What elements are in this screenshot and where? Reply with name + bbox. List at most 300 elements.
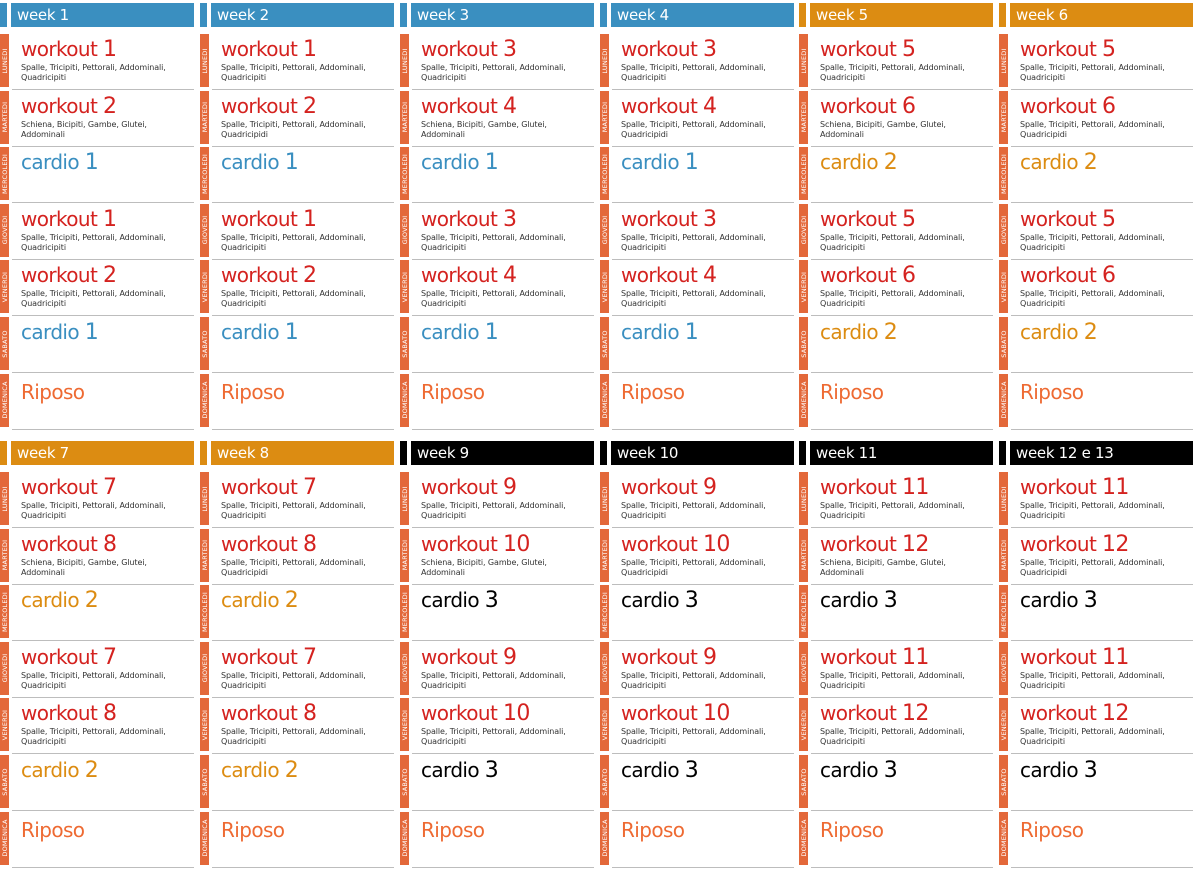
muscle-groups: Spalle, Tricipiti, Pettorali, Addominali, Quadricipiti [621,63,766,82]
muscle-groups: Spalle, Tricipiti, Pettorali, Addominali, Quadricipiti [621,670,766,690]
workout-title [820,207,915,232]
day-divider [12,429,194,430]
muscle-groups: Spalle, Tricipiti, Pettorali, Addominali, Quadricipiti [221,501,366,520]
workout-number: 3 [503,206,517,232]
day-name: DOMENICA [999,819,1008,857]
muscle-groups: Spalle, Tricipiti, Pettorali, Addominali, Quadricipiti [221,727,366,747]
workout-number: 9 [503,644,517,670]
cardio-label: cardio [421,320,480,344]
day-tab [200,374,209,427]
week-title: week 8 [211,441,394,465]
cardio-label: cardio [221,320,280,344]
workout-number: 3 [703,206,717,232]
workout-label: workout [621,263,698,288]
day-row [0,584,194,641]
workout-title [1020,701,1129,726]
workout-title [621,263,716,288]
day-tab [400,755,409,808]
cardio-label: cardio [820,150,879,175]
day-row [0,146,194,203]
cardio-label: cardio [820,588,879,613]
workout-title [621,701,730,726]
week-card [0,441,194,871]
day-row [999,146,1193,203]
week-title: week 2 [211,3,394,27]
cardio-title [820,758,897,783]
workout-label: workout [621,531,698,556]
muscle-groups: Spalle, Tricipiti, Pettorali, Addominali, Quadricipiti [820,501,965,520]
cardio-label: cardio [1020,758,1079,782]
muscle-groups: Spalle, Tricipiti, Pettorali, Addominali, Quadricipiti [21,289,166,309]
muscle-groups: Spalle, Tricipiti, Pettorali, Addominali, Quadricipidi [1020,119,1165,139]
day-tab [799,317,808,370]
day-name: MARTEDI [600,539,609,571]
workout-label: workout [621,206,698,231]
week-header [999,3,1193,27]
cardio-number: 1 [84,150,99,176]
rest-title [421,818,484,842]
day-row [999,259,1193,316]
cardio-label: cardio [1020,588,1079,613]
day-row [0,316,194,373]
day-tab [799,529,808,582]
day-name: LUNEDI [200,485,209,512]
day-name: LUNEDI [600,47,609,74]
cardio-number: 1 [84,320,99,345]
rest-label: Riposo [421,379,485,404]
workout-number: 4 [503,93,517,119]
week-card [999,441,1193,871]
muscle-groups: Spalle, Tricipiti, Pettorali, Addominali, Quadricipiti [820,63,965,82]
cardio-number: 3 [883,758,898,783]
workout-title [21,701,116,726]
day-name: GIOVEDI [0,653,9,683]
day-name: MARTEDI [799,101,808,133]
day-tab [0,34,9,87]
rest-label: Riposo [21,379,85,404]
day-row [400,90,594,147]
day-tab [400,529,409,582]
day-tab [999,529,1008,582]
rest-title [21,818,84,842]
workout-number: 1 [303,37,317,62]
muscle-groups: Spalle, Tricipiti, Pettorali, Addominali, Quadricipiti [820,289,965,309]
day-name: MARTEDI [200,101,209,133]
workout-number: 7 [103,475,117,500]
day-name: GIOVEDI [999,215,1008,245]
day-divider [1011,867,1193,868]
workout-title [1020,94,1115,119]
day-name: SABATO [0,329,9,358]
week-title: week 4 [611,3,794,27]
rest-label: Riposo [820,379,884,404]
day-tab [400,147,409,200]
day-name: LUNEDI [400,485,409,512]
day-row [0,259,194,316]
cardio-label: cardio [621,588,680,613]
day-row [200,373,394,430]
week-title: week 3 [411,3,594,27]
day-name: SABATO [799,767,808,796]
cardio-number: 2 [284,588,299,614]
workout-label: workout [820,206,897,231]
day-name: SABATO [400,767,409,796]
day-divider [811,867,993,868]
day-tab [600,529,609,582]
workout-title [820,263,915,288]
workout-label: workout [221,263,298,288]
rest-title [1020,380,1083,404]
cardio-number: 2 [284,758,299,783]
week-header [400,441,594,465]
workout-label: workout [421,263,498,288]
cardio-title [621,588,698,613]
day-name: LUNEDI [600,485,609,512]
day-tab [200,472,209,525]
muscle-groups: Spalle, Tricipiti, Pettorali, Addominali, Quadricipiti [21,232,166,252]
rest-title [221,380,284,404]
workout-title [221,263,316,288]
cardio-title [21,588,98,613]
day-tab [799,585,808,638]
cardio-title [1020,150,1097,175]
workout-title [21,94,116,119]
workout-title [21,263,116,288]
day-name: VENERDI [799,709,808,741]
cardio-title [621,320,698,345]
muscle-groups: Spalle, Tricipiti, Pettorali, Addominali, Quadricipiti [820,727,965,747]
day-name: VENERDI [600,709,609,741]
workout-label: workout [820,531,897,556]
cardio-label: cardio [21,320,80,344]
week-header-accent [0,3,7,27]
day-row [400,471,594,528]
week-card [400,3,594,433]
day-tab [600,812,609,865]
workout-number: 8 [303,701,317,727]
day-tab [799,147,808,200]
day-row [999,90,1193,147]
week-header [600,3,794,27]
cardio-number: 1 [484,320,499,345]
day-name: GIOVEDI [0,215,9,245]
day-name: GIOVEDI [400,653,409,683]
day-tab [200,812,209,865]
day-name: MERCOLEDI [200,591,209,632]
day-row [600,754,794,811]
cardio-number: 3 [684,588,699,614]
workout-number: 3 [703,37,717,62]
cardio-label: cardio [421,588,480,613]
day-tab [400,812,409,865]
workout-title [421,475,516,500]
workout-label: workout [221,644,298,669]
workout-title [621,37,716,62]
workout-number: 2 [103,263,117,289]
rest-title [221,818,284,842]
day-tab [0,147,9,200]
muscle-groups: Spalle, Tricipiti, Pettorali, Addominali, Quadricipiti [421,232,566,252]
day-tab [400,585,409,638]
muscle-groups: Spalle, Tricipiti, Pettorali, Addominali, Quadricipiti [621,727,766,747]
day-row [799,90,993,147]
cardio-title [621,150,698,175]
day-tab [200,260,209,313]
day-name: LUNEDI [400,47,409,74]
workout-number: 11 [1102,644,1129,670]
muscle-groups: Spalle, Tricipiti, Pettorali, Addominali, Quadricipiti [621,289,766,309]
week-title: week 5 [810,3,993,27]
muscle-groups: Spalle, Tricipiti, Pettorali, Addominali, Quadricipiti [21,63,166,82]
workout-number: 8 [303,531,317,557]
day-row [799,259,993,316]
muscle-groups: Spalle, Tricipiti, Pettorali, Addominali, Quadricipiti [421,501,566,520]
day-name: GIOVEDI [600,215,609,245]
day-tab [200,34,209,87]
day-tab [200,642,209,695]
cardio-title [621,758,698,783]
week-title: week 10 [611,441,794,465]
day-tab [0,472,9,525]
workout-number: 9 [703,475,717,500]
day-tab [999,472,1008,525]
workout-number: 1 [103,206,117,232]
cardio-number: 3 [484,588,499,614]
workout-label: workout [621,93,698,118]
cardio-label: cardio [221,758,280,782]
day-tab [999,812,1008,865]
week-header-accent [200,441,207,465]
day-name: VENERDI [200,271,209,303]
rest-title [820,380,883,404]
muscle-groups: Spalle, Tricipiti, Pettorali, Addominali, Quadricipiti [1020,289,1165,309]
day-row [999,33,1193,90]
cardio-title [820,150,897,175]
day-row [0,697,194,754]
day-row [799,33,993,90]
cardio-title [1020,320,1097,345]
workout-label: workout [1020,93,1097,118]
day-name: SABATO [799,329,808,358]
day-name: MERCOLEDI [799,153,808,194]
muscle-groups: Spalle, Tricipiti, Pettorali, Addominali, Quadricipidi [621,557,766,577]
day-name: MERCOLEDI [600,153,609,194]
day-divider [1011,429,1193,430]
cardio-label: cardio [221,588,280,613]
day-name: GIOVEDI [999,653,1008,683]
week-header-accent [400,3,407,27]
day-row [600,316,794,373]
cardio-title [421,758,498,783]
workout-label: workout [421,37,498,61]
day-row [799,584,993,641]
day-tab [0,260,9,313]
cardio-title [21,320,98,345]
day-divider [412,429,594,430]
cardio-title [1020,758,1097,783]
day-row [200,754,394,811]
muscle-groups: Spalle, Tricipiti, Pettorali, Addominali, Quadricipiti [421,289,566,309]
day-name: GIOVEDI [400,215,409,245]
workout-number: 8 [103,701,117,727]
day-tab [200,204,209,257]
workout-label: workout [820,701,897,726]
workout-number: 4 [703,93,717,119]
muscle-groups: Schiena, Bicipiti, Gambe, Glutei, Addominali [820,119,946,139]
workout-number: 4 [503,263,517,289]
muscle-groups: Spalle, Tricipiti, Pettorali, Addominali, Quadricipidi [621,119,766,139]
cardio-title [421,588,498,613]
day-name: DOMENICA [400,819,409,857]
day-name: MERCOLEDI [600,591,609,632]
day-tab [200,317,209,370]
workout-title [421,532,530,557]
day-name: DOMENICA [600,819,609,857]
cardio-title [820,588,897,613]
day-name: VENERDI [200,709,209,741]
workout-title [421,263,516,288]
rest-label: Riposo [21,817,85,842]
workout-label: workout [221,206,298,231]
workout-number: 6 [1102,93,1116,119]
day-row [999,811,1193,868]
day-name: MERCOLEDI [999,153,1008,194]
cardio-label: cardio [21,758,80,782]
muscle-groups: Spalle, Tricipiti, Pettorali, Addominali, Quadricipiti [221,670,366,690]
workout-number: 7 [303,475,317,500]
day-divider [612,867,794,868]
day-row [400,146,594,203]
workout-title [820,475,929,500]
day-name: GIOVEDI [200,215,209,245]
workout-title [1020,645,1129,670]
day-row [799,316,993,373]
day-row [999,203,1193,260]
day-row [200,316,394,373]
workout-label: workout [421,701,498,726]
week-card [400,441,594,871]
workout-title [421,94,516,119]
day-name: SABATO [400,329,409,358]
day-name: DOMENICA [999,381,1008,419]
workout-title [221,475,316,500]
workout-label: workout [21,644,98,669]
rest-label: Riposo [820,817,884,842]
day-name: VENERDI [0,709,9,741]
day-name: LUNEDI [999,485,1008,512]
workout-number: 9 [703,644,717,670]
day-tab [600,374,609,427]
workout-label: workout [221,531,298,556]
day-row [600,373,794,430]
day-divider [212,429,394,430]
cardio-number: 1 [284,320,299,345]
day-tab [0,642,9,695]
workout-title [621,532,730,557]
workout-title [1020,207,1115,232]
workout-label: workout [21,701,98,726]
day-row [400,754,594,811]
muscle-groups: Spalle, Tricipiti, Pettorali, Addominali, Quadricipiti [421,63,566,82]
day-row [999,316,1193,373]
workout-number: 10 [503,531,530,557]
week-header-accent [400,441,407,465]
workout-number: 12 [1102,531,1129,557]
workout-number: 11 [902,644,929,670]
day-tab [799,260,808,313]
day-name: MERCOLEDI [200,153,209,194]
cardio-label: cardio [221,150,280,175]
day-name: GIOVEDI [799,215,808,245]
workout-label: workout [621,475,698,499]
cardio-number: 1 [284,150,299,176]
day-row [600,641,794,698]
workout-label: workout [621,37,698,61]
workout-title [21,207,116,232]
day-row [799,754,993,811]
week-header [0,441,194,465]
workout-title [221,94,316,119]
day-row [600,146,794,203]
workout-label: workout [21,206,98,231]
cardio-label: cardio [1020,150,1079,175]
day-name: SABATO [200,329,209,358]
week-header-accent [600,441,607,465]
cardio-label: cardio [820,758,879,782]
workout-label: workout [1020,531,1097,556]
workout-number: 12 [902,531,929,557]
muscle-groups: Spalle, Tricipiti, Pettorali, Addominali, Quadricipiti [1020,232,1165,252]
day-row [799,811,993,868]
workout-label: workout [221,475,298,499]
cardio-number: 2 [84,588,99,614]
day-row [200,697,394,754]
workout-title [421,701,530,726]
day-name: MERCOLEDI [799,591,808,632]
day-tab [0,204,9,257]
day-row [999,697,1193,754]
day-divider [612,429,794,430]
day-tab [0,374,9,427]
day-tab [600,317,609,370]
day-tab [999,260,1008,313]
day-tab [999,34,1008,87]
rest-title [621,818,684,842]
cardio-number: 3 [1083,588,1098,614]
workout-label: workout [421,531,498,556]
day-name: LUNEDI [0,47,9,74]
day-row [799,146,993,203]
day-row [400,373,594,430]
workout-number: 12 [902,701,929,727]
workout-label: workout [1020,263,1097,288]
workout-label: workout [21,531,98,556]
muscle-groups: Spalle, Tricipiti, Pettorali, Addominali, Quadricipiti [21,670,166,690]
workout-number: 4 [703,263,717,289]
day-row [0,811,194,868]
day-tab [600,698,609,751]
workout-title [21,475,116,500]
day-name: LUNEDI [799,47,808,74]
day-name: VENERDI [799,271,808,303]
day-row [799,373,993,430]
muscle-groups: Spalle, Tricipiti, Pettorali, Addominali, Quadricipidi [1020,557,1165,577]
day-tab [400,317,409,370]
day-tab [799,755,808,808]
day-tab [999,755,1008,808]
cardio-title [221,320,298,345]
rest-label: Riposo [221,379,285,404]
